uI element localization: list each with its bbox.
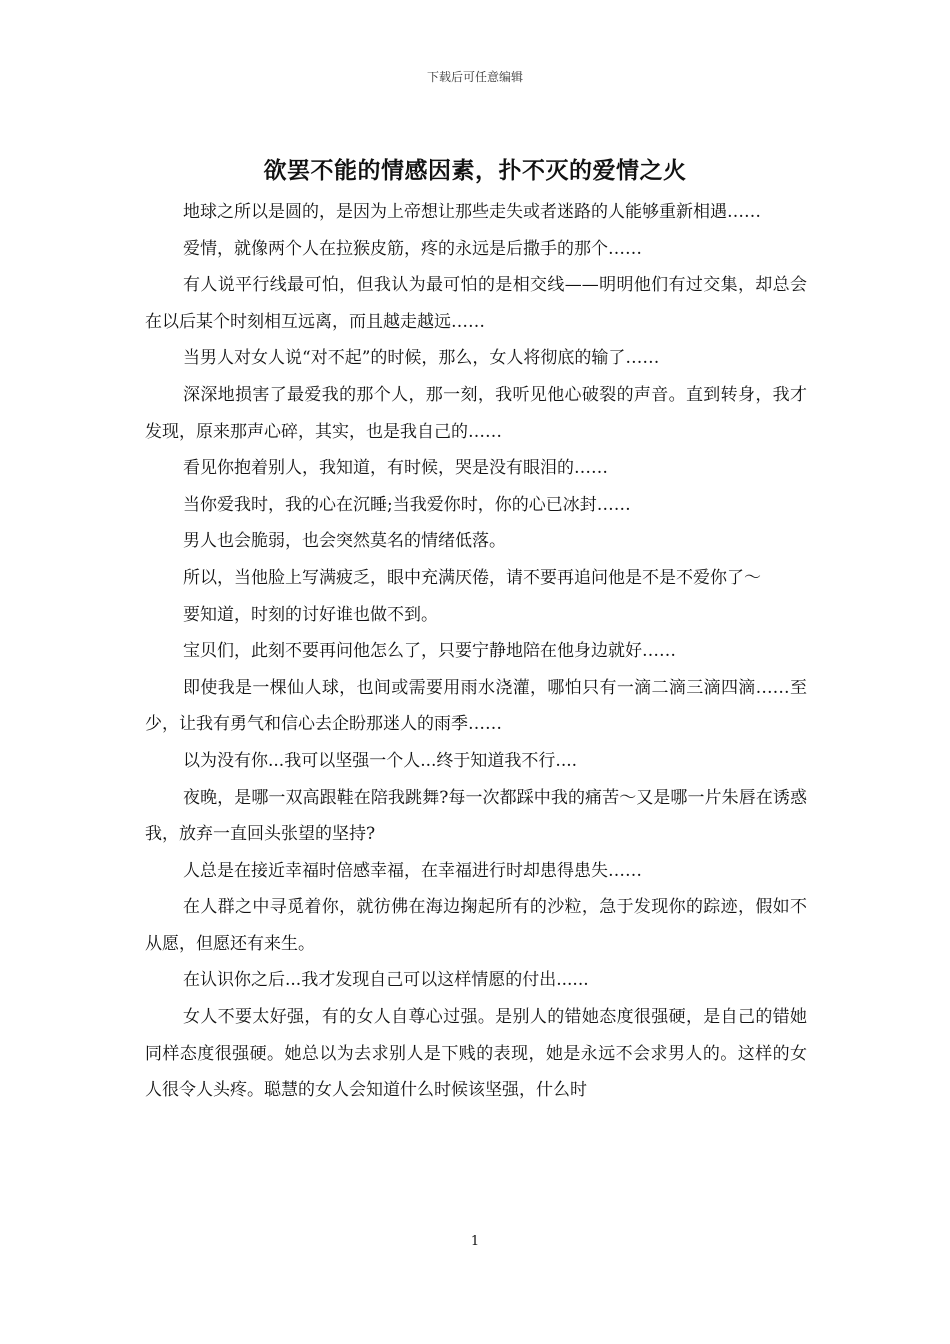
page-number: 1 xyxy=(470,1234,480,1249)
header-note: 下载后可任意编辑 xyxy=(426,70,523,84)
paragraph: 人总是在接近幸福时倍感幸福，在幸福进行时却患得患失…… xyxy=(183,860,642,881)
document-body xyxy=(145,194,807,1109)
paragraph: 以为没有你...我可以坚强一个人...终于知道我不行.... xyxy=(183,750,578,771)
paragraph: 看见你抱着别人，我知道，有时候，哭是没有眼泪的…… xyxy=(183,458,608,479)
paragraph: 有人说平行线最可怕，但我认为最可怕的是相交线——明明他们有过交集，却总会在以后某个时刻相互远离，而且越走越远…… xyxy=(145,275,807,332)
paragraph: 爱情，就像两个人在拉猴皮筋，疼的永远是后撒手的那个…… xyxy=(183,238,642,259)
paragraph: 所以，当他脸上写满疲乏，眼中充满厌倦，请不要再追问他是不是不爱你了～ xyxy=(183,567,761,588)
paragraph: 女人不要太好强，有的女人自尊心过强。是别人的错她态度很强硬，是自己的错她同样态度很强硬。她总以为去求别人是下贱的表现，她是永远不会求男人的。这样的女人很令人头疼。聪慧的女人会知道什么时候该坚强，什么时 xyxy=(145,1007,807,1101)
paragraph: 要知道，时刻的讨好谁也做不到。 xyxy=(183,604,438,625)
paragraph: 夜晚，是哪一双高跟鞋在陪我跳舞?每一次都踩中我的痛苦～又是哪一片朱唇在诱惑我，放弃一直回头张望的坚持? xyxy=(145,787,807,845)
paragraph: 深深地损害了最爱我的那个人，那一刻，我听见他心破裂的声音。直到转身，我才发现，原来那声心碎，其实，也是我自己的…… xyxy=(145,384,807,442)
paragraph: 在认识你之后...我才发现自己可以这样情愿的付出...... xyxy=(183,970,589,991)
paragraph: 当你爱我时，我的心在沉睡;当我爱你时，你的心已冰封…… xyxy=(183,494,631,515)
paragraph: 在人群之中寻觅着你，就彷佛在海边掬起所有的沙粒，急于发现你的踪迹，假如不从愿，但愿还有来生。 xyxy=(145,897,807,954)
paragraph: 即使我是一棵仙人球，也间或需要用雨水浇灌，哪怕只有一滴二滴三滴四滴……至少，让我有勇气和信心去企盼那迷人的雨季…… xyxy=(145,677,807,735)
paragraph: 宝贝们，此刻不要再问他怎么了，只要宁静地陪在他身边就好…… xyxy=(183,641,676,662)
document-title: 欲罢不能的情感因素，扑不灭的爱情之火 xyxy=(263,158,687,184)
paragraph: 地球之所以是圆的，是因为上帝想让那些走失或者迷路的人能够重新相遇…… xyxy=(183,202,761,222)
paragraph: 男人也会脆弱，也会突然莫名的情绪低落。 xyxy=(183,531,506,552)
paragraph: 当男人对女人说“对不起”的时候，那么，女人将彻底的输了…… xyxy=(183,348,660,369)
